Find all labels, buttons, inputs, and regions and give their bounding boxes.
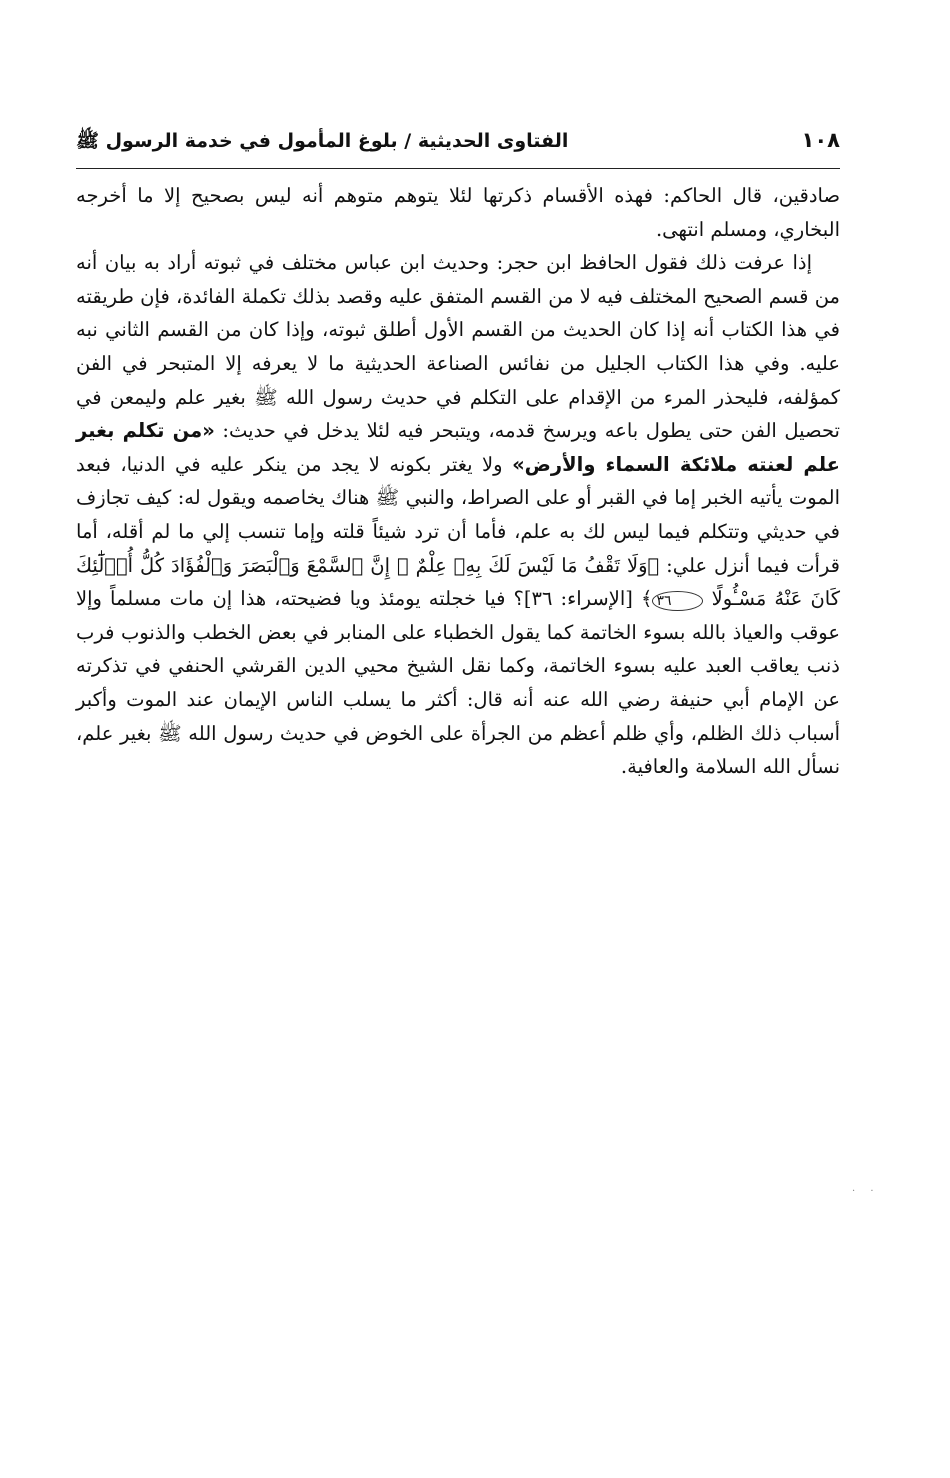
paragraph-2-part-a: إذا عرفت ذلك فقول الحافظ ابن حجر: وحديث ابن عباس مختلف في ثبوته أراد به بيان أنه من قسم الصحيح المختلف فيه لا من القسم المتفق عليه وقصد بذلك تكملة الفائدة، فإن طريقته في هذا الكتاب أنه إذا كان الحديث من القسم الأول أطلق ثبوته، وإذا كان من القسم الثاني نبه عليه. وفي هذا الكتاب الجليل من نفائس الصناعة الحديثية ما لا يعرفه إلا المتبحر في الفن كمؤلفه، فليحذر المرء من الإقدام على التكلم في حديث رسول الله ﷺ بغير علم وليمعن في تحصيل الفن حتى يطول باعه ويرسخ قدمه، ويتبحر فيه لئلا يدخل في حديث:: [76, 251, 840, 443]
quran-reference: [الإسراء: ٣٦]؟: [513, 587, 641, 611]
paragraph-2-part-c: فيا خجلته يومئذ ويا فضيحته، هذا إن مات مسلماً وإلا عوقب والعياذ بالله بسوء الخاتمة كما يقول الخطباء على المنابر في بعض الخطب والذنوب فرب ذنب يعاقب العبد عليه بسوء الخاتمة، وكما نقل الشيخ محيي الدين القرشي الحنفي في تذكرته عن الإمام أبي حنيفة رضي الله عنه أنه قال: أكثر ما يسلب الناس الإيمان عند الموت وأكبر أسباب ذلك الظلم، وأي ظلم أعظم من الجرأة على الخوض في حديث رسول الله ﷺ بغير علم، نسأل الله السلامة والعافية.: [76, 587, 840, 779]
header-title: الفتاوى الحديثية / بلوغ المأمول في خدمة الرسول ﷺ: [76, 130, 569, 152]
paragraph-1: صادقين، قال الحاكم: فهذه الأقسام ذكرتها لئلا يتوهم متوهم أنه ليس بصحيح إلا ما أخرجه البخاري، ومسلم انتهى.: [76, 184, 840, 241]
hadith-quote: «من تكلم بغير علم لعنته ملائكة السماء والأرض»: [76, 419, 840, 476]
quran-verse: ﴿وَلَا تَقْفُ مَا لَيْسَ لَكَ بِهِۦ عِلْمٌ ۚ إِنَّ ٱلسَّمْعَ وَٱلْبَصَرَ وَٱلْفُؤَادَ كُلُّ أُو۟لَٰٓئِكَ كَانَ عَنْهُ مَسْـُٔولًا: [76, 553, 841, 611]
verse-number-marker: ٣٦: [652, 591, 703, 611]
book-page: [76, 128, 840, 784]
scan-specks: · ·: [852, 1186, 880, 1197]
paragraph-2-part-b: ولا يغتر بكونه لا يجد من ينكر عليه في الدنيا، فبعد الموت يأتيه الخبر إما في القبر أو على الصراط، والنبي ﷺ هناك يخاصمه ويقول له: كيف تجازف في حديثي وتتكلم فيما ليس لك به علم، فأما أن ترد شيئاً قلته وإما تنسب إلي ما لم أقله، أما قرأت فيما أنزل علي:: [76, 452, 841, 577]
running-header: [76, 128, 840, 169]
page-number: ١٠٨: [801, 128, 840, 152]
paragraph-2: [76, 246, 840, 784]
body-text: [76, 179, 840, 784]
quran-close-bracket: ﴾: [641, 587, 653, 611]
